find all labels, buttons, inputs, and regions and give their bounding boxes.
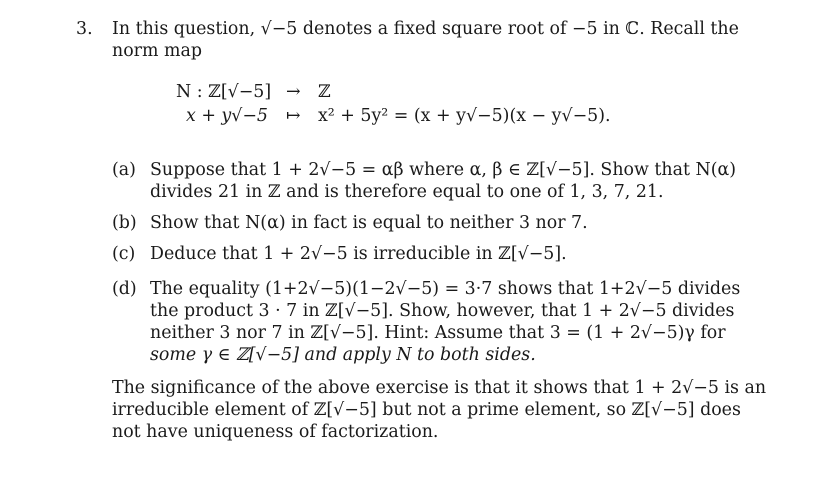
intro-line-1: In this question, √−5 denotes a fixed square root of −5 in ℂ. Recall the xyxy=(112,19,739,39)
part-label: (a) xyxy=(112,160,136,180)
part-a-line-1: Suppose that 1 + 2√−5 = αβ where α, β ∈ ℤ[√−5]. Show that N(α) xyxy=(150,160,737,180)
part-b-line-1: Show that N(α) in fact is equal to neither 3 nor 7. xyxy=(150,213,588,233)
part-d-line-1: The equality (1+2√−5)(1−2√−5) = 3·7 shows that 1+2√−5 divides xyxy=(150,279,741,299)
part-d-line-2: the product 3 · 7 in ℤ[√−5]. Show, however, that 1 + 2√−5 divides xyxy=(150,301,735,321)
part-a-line-2: divides 21 in ℤ and is therefore equal to one of 1, 3, 7, 21. xyxy=(150,182,664,202)
conclusion-line-3: not have uniqueness of factorization. xyxy=(112,422,439,442)
part-c-line-1: Deduce that 1 + 2√−5 is irreducible in ℤ[√−5]. xyxy=(150,244,567,264)
part-d-line-3: neither 3 nor 7 in ℤ[√−5]. Hint: Assume that 3 = (1 + 2√−5)γ for xyxy=(150,323,726,343)
part-label: (d) xyxy=(112,279,137,299)
map-row1-left: N : ℤ[√−5] xyxy=(176,82,272,102)
map-row1-right: ℤ xyxy=(318,82,331,102)
part-d-line-4: some γ ∈ ℤ[√−5] and apply N to both sides. xyxy=(150,345,536,365)
map-row2-right: x² + 5y² = (x + y√−5)(x − y√−5). xyxy=(318,106,611,126)
problem-number: 3. xyxy=(76,19,93,39)
part-label: (c) xyxy=(112,244,136,264)
intro-line-2: norm map xyxy=(112,41,202,61)
conclusion-line-1: The significance of the above exercise is that it shows that 1 + 2√−5 is an xyxy=(112,378,767,398)
map-row2-left: x + y√−5 xyxy=(186,106,268,126)
conclusion-line-2: irreducible element of ℤ[√−5] but not a prime element, so ℤ[√−5] does xyxy=(112,400,741,420)
part-label: (b) xyxy=(112,213,137,233)
map-row1-arrow: → xyxy=(286,82,301,102)
map-row2-arrow: ↦ xyxy=(286,106,301,126)
